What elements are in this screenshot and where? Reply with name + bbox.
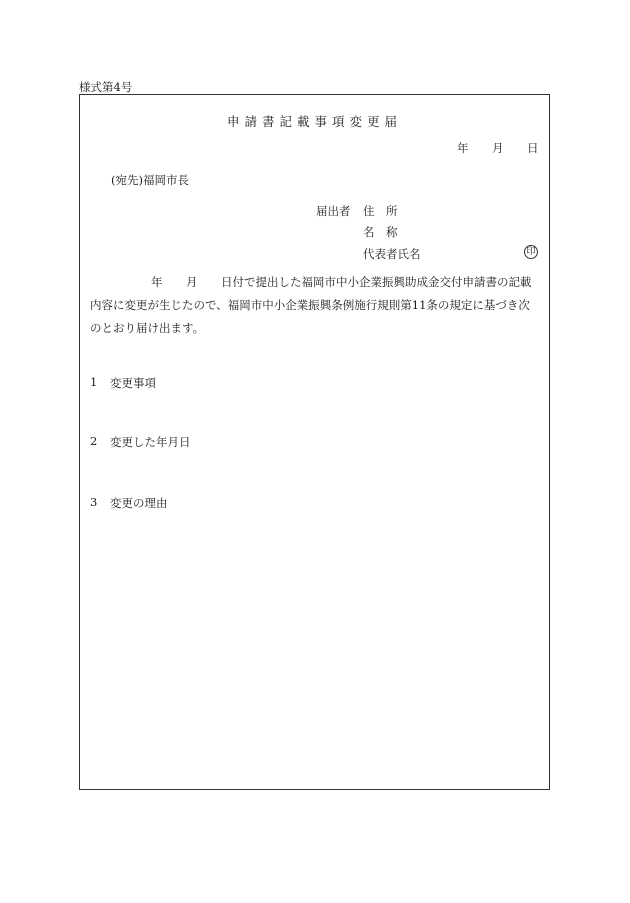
address-label: 住 所 <box>363 204 398 218</box>
body-line-1: 日付で提出した福岡市中小企業振興助成金交付申請書の記載 <box>221 275 532 289</box>
addressee: (宛先)福岡市長 <box>111 173 189 187</box>
seal-mark: 印 <box>524 245 538 259</box>
item-1-number: 1 <box>90 375 98 389</box>
item-3-label: 変更の理由 <box>110 496 168 510</box>
document-title: 申請書記載事項変更届 <box>226 114 402 129</box>
body-date-month: 月 <box>186 275 198 289</box>
item-2-number: 2 <box>90 434 98 448</box>
body-date-year: 年 <box>151 275 163 289</box>
item-2-label: 変更した年月日 <box>110 435 191 449</box>
name-label: 名 称 <box>363 225 398 239</box>
item-3-number: 3 <box>90 495 98 509</box>
representative-label: 代表者氏名 <box>363 247 421 261</box>
body-line-2: 内容に変更が生じたので、福岡市中小企業振興条例施行規則第11条の規定に基づき次 <box>90 298 530 312</box>
date-month-label: 月 <box>492 141 504 155</box>
date-day-label: 日 <box>527 141 539 155</box>
applicant-heading: 届出者 <box>316 204 351 218</box>
form-number: 様式第4号 <box>79 80 133 94</box>
item-1-label: 変更事項 <box>110 376 156 390</box>
date-year-label: 年 <box>457 141 469 155</box>
body-line-3: のとおり届け出ます。 <box>90 321 205 335</box>
